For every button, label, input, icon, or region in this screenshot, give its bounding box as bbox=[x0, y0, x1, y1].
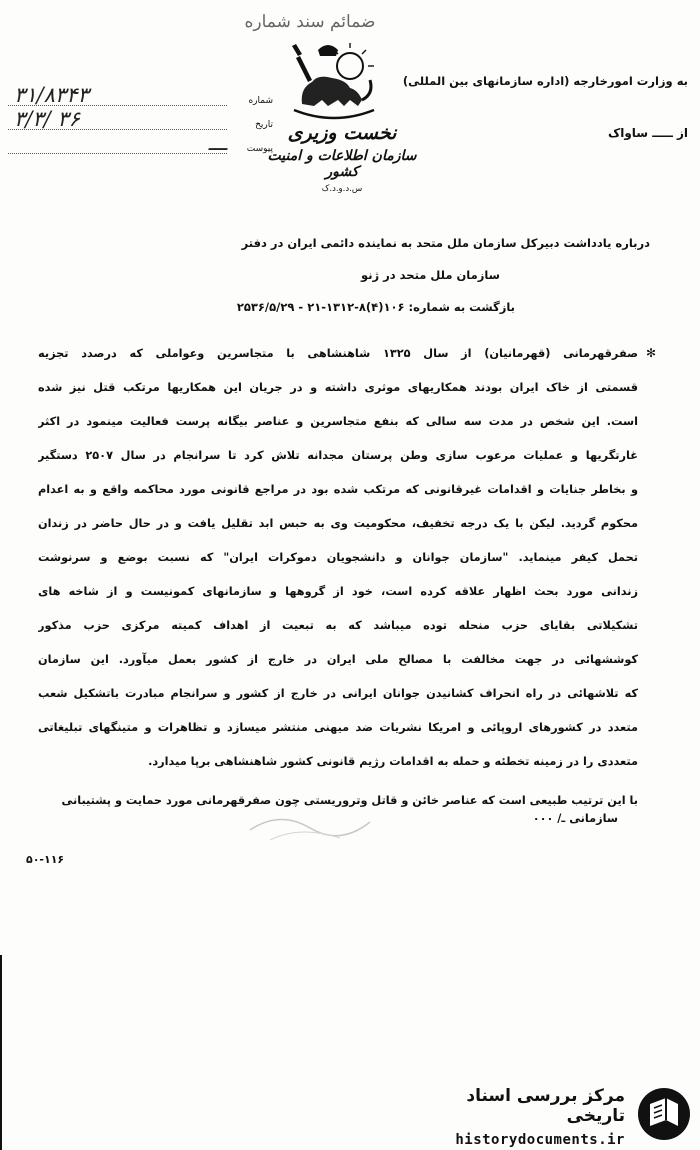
body-line: صفرقهرمانی (قهرمانیان) از سال ۱۳۲۵ شاهنشاهی با متجاسرین وعواملی که درصدد تجزیه bbox=[38, 347, 638, 360]
closing-line-2: سازمانی ـ/ ۰۰۰ bbox=[532, 812, 618, 825]
page-number: ۵۰-۱۱۶ bbox=[26, 853, 65, 866]
number-field-row bbox=[8, 82, 273, 106]
scan-edge-line bbox=[0, 955, 2, 1150]
body-line: و بخاطر جنایات و اقدامات غیرقانونی که مرتکب شده بود در مراجع قانونی مورد محاکمه واقع و به اعدام bbox=[38, 483, 638, 496]
office-code: س.د.و.د.ک bbox=[321, 184, 363, 194]
closing-line-1: با این ترتیب طبیعی است که عناصر خائن و قاتل وتروریستی چون صفرقهرمانی مورد حمایت و پشتیبانی bbox=[61, 794, 638, 807]
body-line: کوششهائی در جهت مخالفت با مصالح ملی ایران در خارج از کشور بعمل میآورد. این سازمان bbox=[38, 653, 638, 666]
ministry-title: نخست وزیری bbox=[287, 122, 397, 144]
sender-line: از ـــــ ساواک bbox=[607, 126, 688, 140]
letter-number-value: ۳۱/۸۳۴۳ bbox=[8, 85, 227, 106]
attachment-field-row bbox=[8, 130, 273, 154]
top-handwritten-heading: ضمائم سند شماره bbox=[244, 12, 376, 32]
body-line: است. این شخص در مدت سه سالی که بنفع متجاسرین و عناصر بیگانه پرست فعالیت مینمود در اکثر bbox=[38, 415, 638, 428]
archive-watermark bbox=[410, 1082, 698, 1148]
body-line: که تلاشهائی در راه انحراف کشانیدن جوانان ایرانی در خارج از کشور و سرانجام مبادرت باتشکیل شعب bbox=[38, 687, 638, 700]
subject-line-2: سازمان ملل متحد در ژنو bbox=[360, 268, 500, 282]
letter-meta-fields bbox=[8, 82, 273, 154]
reference-number-line: بازگشت به شماره: ۱۰۶(۴)۸-۱۳۱۲-۲۱ - ۲۵۳۶/۵/۲۹ bbox=[236, 300, 515, 314]
body-line: زندانی مورد بحث اظهار علاقه کرده است، خود از گروهها و سازمانهای کمونیست و از شاخه های bbox=[38, 585, 638, 598]
body-line: محکوم گردید. لیکن با یک درجه تخفیف، محکومیت وی به حبس ابد تقلیل یافت و در حال حاضر در زندان bbox=[38, 517, 638, 530]
watermark-url: historydocuments.ir bbox=[455, 1132, 625, 1148]
watermark-text bbox=[410, 1086, 625, 1148]
subject-line-1: درباره یادداشت دبیرکل سازمان ملل متحد به نماینده دائمی ایران در دفتر bbox=[241, 236, 650, 250]
issuing-office-block bbox=[262, 122, 422, 194]
watermark-persian-text: مرکز بررسی اسناد تاریخی bbox=[466, 1086, 625, 1126]
letter-body bbox=[38, 344, 638, 786]
faded-stamp-mark bbox=[230, 800, 400, 850]
archive-logo-icon bbox=[636, 1086, 692, 1142]
body-line: تحمل کیفر مینماید. "سازمان جوانان و دانشجویان دموکرات ایران" که نسبت بوضع و سرنوشت bbox=[38, 551, 638, 564]
body-line: متعدد در کشورهای اروپائی و امریکا نشریات ضد میهنی منتشر میسازد و تظاهرات و متینگهای تبلیغاتی bbox=[38, 721, 638, 734]
recipient-line: به وزارت امورخارجه (اداره سازمانهای بین المللی) bbox=[402, 74, 688, 88]
attachment-label: پیوست bbox=[246, 144, 273, 154]
lion-and-sun-emblem bbox=[288, 40, 380, 122]
letter-number-label: شماره bbox=[248, 96, 273, 106]
asterisk-mark: ✻ bbox=[645, 346, 657, 360]
body-line: غارتگریها و عملیات مرعوب سازی وطن پرستان مجدانه تلاش کرد تا سرانجام در سال ۲۵۰۷ دستگیر bbox=[38, 449, 638, 462]
letter-date-value: ۳/۳/ ۳۶ bbox=[8, 109, 227, 130]
date-field-row bbox=[8, 106, 273, 130]
letter-date-label: تاریخ bbox=[255, 120, 273, 130]
body-line: متعددی را در زمینه تخطئه و حمله به اقدامات رژیم قانونی کشور شاهنشاهی برپا میدارد. bbox=[148, 755, 638, 768]
subject-block bbox=[60, 236, 650, 282]
organization-title: سازمان اطلاعات و امنیت کشور bbox=[267, 148, 417, 180]
body-line: قسمتی از خاک ایران بودند همکاریهای موثری داشته و در جریان این همکاریها مرتکب قتل نیز شده bbox=[38, 381, 638, 394]
attachment-value: ـــ bbox=[8, 133, 227, 154]
body-line: تشکیلاتی بقایای حزب منحله توده میباشد که به تبعیت از اهداف کمیته مرکزی حزب مذکور bbox=[38, 619, 638, 632]
